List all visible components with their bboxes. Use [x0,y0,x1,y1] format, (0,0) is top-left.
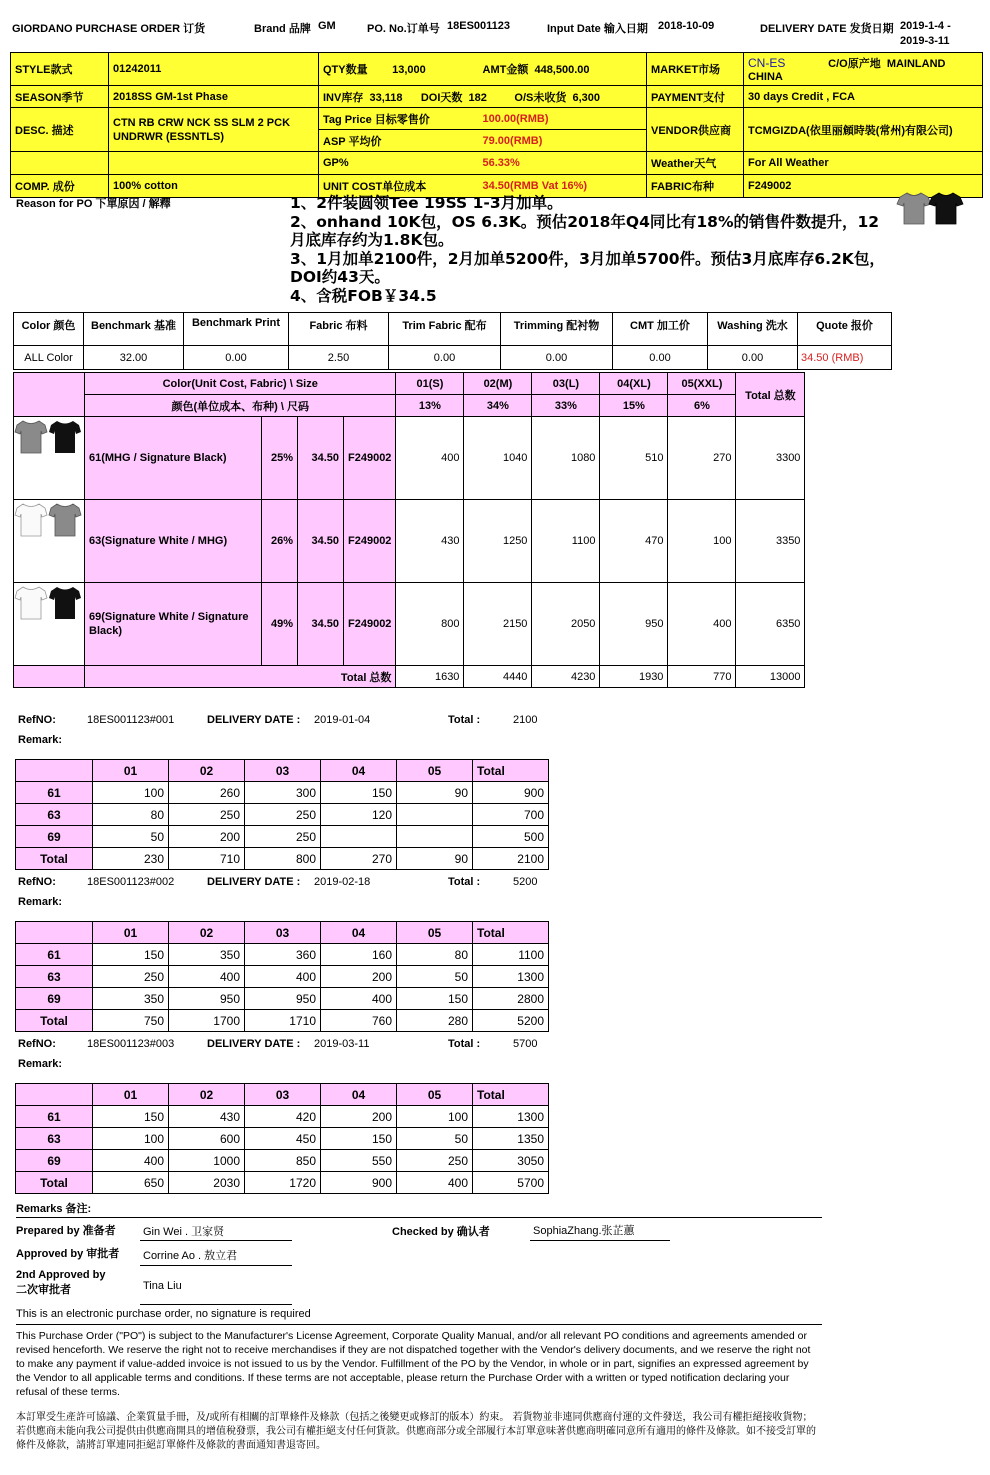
d2-head-02: 02 [169,922,245,944]
color-69-fabric: F249002 [344,583,396,666]
total-qty-l: 4230 [532,666,600,688]
color-63-qty-xl: 470 [600,500,668,583]
d2-63-total: 1300 [473,966,549,988]
d3-69-01: 400 [93,1150,169,1172]
d2-61-02: 350 [169,944,245,966]
asp-label: ASP 平均价 [319,130,479,152]
prepared-by-label: Prepared by 准备者 [16,1225,116,1237]
d1-head-total: Total [473,760,549,782]
size-header-m: 02(M) [464,373,532,395]
bench-header-quote: Quote 报价 [798,313,892,346]
bench-value-cmt: 0.00 [613,346,708,370]
delivery-3-refno-label: RefNO: [18,1038,56,1050]
terms-chinese: 本訂單受生產許可協議、企業質量手冊，及/或所有相關的訂單條件及條款（包括之後變更或修訂的版本）約束。 若貨物並非連同供應商付運的文件發送，我公司有權拒絕接收貨物；若供應商未能向我公司提供由供應商開具的增值稅發票，我公司有權拒絕支付任何貨款。供應商部分或全部履行本訂單意味著供應商明確同意所有適用的條件及條款。如不接受訂單的條件及條款，請將訂單連同拒絕訂單條件及條款的書面通知書退寄回。 [16,1412,816,1451]
total-qty-s: 1630 [396,666,464,688]
d2-head-05: 05 [397,922,473,944]
delivery-3-refno: 18ES001123#003 [87,1038,175,1050]
d3-61-03: 420 [245,1106,321,1128]
inv-label: INV库存 [323,91,364,104]
d2-69-total: 2800 [473,988,549,1010]
d1-total-02: 710 [169,848,245,870]
bench-header-trimming: Trimming 配衬物 [501,313,613,346]
delivery-2-refno-label: RefNO: [18,876,56,888]
gp-value: 56.33% [479,152,647,175]
mhg-black-tshirt-icon [14,417,84,457]
market-label: MARKET市场 [647,53,744,86]
payment-value: 30 days Credit , FCA [744,86,983,108]
d2-61-01: 150 [93,944,169,966]
reason-line-2: 2、onhand 10K包，OS 6.3K。预估2018年Q4同比有18%的销售件数提升，12月底库存约为1.8K包。 [290,212,880,249]
d3-row-69-code: 69 [16,1150,93,1172]
delivery-date-end: 2019-3-11 [900,35,950,47]
reason-line-4: 4、含税FOB￥34.5 [290,286,437,305]
black-tshirt-icon [928,190,964,226]
d2-total-05: 280 [397,1010,473,1032]
input-date-value: 2018-10-09 [658,20,715,32]
unit-cost-label: UNIT COST单位成本 [319,175,479,198]
d1-69-02: 200 [169,826,245,848]
d2-total-01: 750 [93,1010,169,1032]
d3-total-total: 5700 [473,1172,549,1194]
doi-label: DOI天数 [420,91,463,104]
payment-label: PAYMENT支付 [647,86,744,108]
d2-69-05: 150 [397,988,473,1010]
asp-value: 79.00(RMB) [479,130,647,152]
total-qty-m: 4440 [464,666,532,688]
vendor-value: TCMGIZDA(依里丽頠時裝(常州)有限公司) [744,108,983,152]
po-number-label: PO. No.订单号 [367,23,440,35]
d3-63-total: 1350 [473,1128,549,1150]
color-69-qty-s: 800 [396,583,464,666]
d2-head-03: 03 [245,922,321,944]
d1-63-04: 120 [321,804,397,826]
bench-header-color: Color 颜色 [14,313,84,346]
d1-row-total-code: Total [16,848,93,870]
market-value: CN-ES [748,56,786,70]
weather-value: For All Weather [744,152,983,175]
doi-value: 182 [468,91,487,104]
delivery-3-total: 5700 [513,1038,538,1050]
delivery-2-refno: 18ES001123#002 [87,876,175,888]
d3-total-01: 650 [93,1172,169,1194]
d3-63-03: 450 [245,1128,321,1150]
bench-value-color: ALL Color [14,346,84,370]
white-mhg-tshirt-icon [14,500,84,540]
delivery-1-refno-label: RefNO: [18,714,56,726]
d2-total-02: 1700 [169,1010,245,1032]
bench-value-quote: 34.50 (RMB) [798,346,892,370]
checked-by-name: SophiaZhang.张芷蕙 [533,1225,635,1237]
checked-by-label: Checked by 确认者 [392,1226,490,1238]
weather-label: Weather天气 [647,152,744,175]
color-61-total: 3300 [736,417,805,500]
d1-63-01: 80 [93,804,169,826]
d2-63-03: 400 [245,966,321,988]
grey-tshirt-icon [896,190,932,226]
d2-61-total: 1100 [473,944,549,966]
size-header-xl: 04(XL) [600,373,668,395]
d2-63-01: 250 [93,966,169,988]
delivery-2-remark-label: Remark: [18,896,63,908]
d2-head-total: Total [473,922,549,944]
color-61-cost: 34.50 [298,417,344,500]
d1-total-04: 270 [321,848,397,870]
d2-69-03: 950 [245,988,321,1010]
d1-head-02: 02 [169,760,245,782]
d1-61-04: 150 [321,782,397,804]
desc-value: CTN RB CRW NCK SS SLM 2 PCK UNDRWR (ESSNTLS) [109,108,319,152]
amt-label: AMT金额 [482,64,529,76]
os-value: 6,300 [572,91,601,104]
d1-61-01: 100 [93,782,169,804]
checked-signature-line [530,1240,670,1241]
d1-69-total: 500 [473,826,549,848]
prepared-signature-line [140,1240,292,1241]
bench-value-trim-fabric: 0.00 [389,346,501,370]
size-ratio-m: 34% [464,395,532,417]
d3-63-05: 50 [397,1128,473,1150]
d3-head-01: 01 [93,1084,169,1106]
d3-69-03: 850 [245,1150,321,1172]
d1-head-04: 04 [321,760,397,782]
d3-69-04: 550 [321,1150,397,1172]
delivery-1-remark-label: Remark: [18,734,63,746]
comp-label: COMP. 成份 [11,175,109,198]
d3-61-total: 1300 [473,1106,549,1128]
d2-63-05: 50 [397,966,473,988]
d2-row-63-code: 63 [16,966,93,988]
d1-63-03: 250 [245,804,321,826]
color-69-qty-m: 2150 [464,583,532,666]
tag-price-label: Tag Price 目标零售价 [319,108,479,130]
color-63-qty-l: 1100 [532,500,600,583]
d3-row-63-code: 63 [16,1128,93,1150]
d2-head-01: 01 [93,922,169,944]
delivery-1-total: 2100 [513,714,538,726]
prepared-by-name: Gin Wei . 卫家贤 [143,1226,225,1238]
d2-61-05: 80 [397,944,473,966]
approved-by-name: Corrine Ao . 敖立君 [143,1250,238,1262]
d1-head-05: 05 [397,760,473,782]
d3-total-03: 1720 [245,1172,321,1194]
bench-value-benchmark: 32.00 [84,346,184,370]
input-date-label: Input Date 输入日期 [547,23,648,35]
d3-row-total-code: Total [16,1172,93,1194]
d3-61-04: 200 [321,1106,397,1128]
d1-61-total: 900 [473,782,549,804]
tag-price-value: 100.00(RMB) [479,108,647,130]
d2-63-02: 400 [169,966,245,988]
delivery-3-date-label: DELIVERY DATE : [207,1038,301,1050]
co-label: C/O原产地 [828,58,881,70]
total-header: Total 总数 [736,373,805,417]
po-info-table [10,52,983,198]
style-label: STYLE款式 [11,53,109,86]
color-69-qty-xxl: 400 [668,583,736,666]
color-61-qty-xxl: 270 [668,417,736,500]
d3-63-04: 150 [321,1128,397,1150]
d2-61-04: 160 [321,944,397,966]
d3-row-61-code: 61 [16,1106,93,1128]
d3-61-01: 150 [93,1106,169,1128]
d3-63-02: 600 [169,1128,245,1150]
d3-61-02: 430 [169,1106,245,1128]
reason-line-1: 1、2件装圆领Tee 19SS 1-3月加单。 [290,194,563,212]
po-number-value: 18ES001123 [447,20,511,32]
d2-69-04: 400 [321,988,397,1010]
qty-value: 13,000 [392,64,426,76]
d1-69-03: 250 [245,826,321,848]
delivery-3-date: 2019-03-11 [314,1038,370,1050]
d1-61-03: 300 [245,782,321,804]
d2-row-total-code: Total [16,1010,93,1032]
d1-total-total: 2100 [473,848,549,870]
co-value: MAINLAND CHINA [748,58,946,83]
delivery-1-total-label: Total : [448,714,481,726]
d2-61-03: 360 [245,944,321,966]
color-69-qty-l: 2050 [532,583,600,666]
d3-61-05: 100 [397,1106,473,1128]
color-63-qty-s: 430 [396,500,464,583]
colorsize-header-en: Color(Unit Cost, Fabric) \ Size [85,373,396,395]
color-63-cost: 34.50 [298,500,344,583]
vendor-label: VENDOR供应商 [647,108,744,152]
total-qty-xl: 1930 [600,666,668,688]
d3-head-05: 05 [397,1084,473,1106]
bench-value-print: 0.00 [184,346,289,370]
delivery-1-refno: 18ES001123#001 [87,714,175,726]
style-value: 01242011 [109,53,319,86]
color-69-cost: 34.50 [298,583,344,666]
d1-row-69-code: 69 [16,826,93,848]
size-header-l: 03(L) [532,373,600,395]
bench-header-trim-fabric: Trim Fabric 配布 [389,313,501,346]
color-63-qty-xxl: 100 [668,500,736,583]
benchmark-table [13,312,892,370]
white-black-tshirt-icon [14,583,84,623]
d1-row-63-code: 63 [16,804,93,826]
colorsize-total-label: Total 总数 [85,666,396,688]
po-title: GIORDANO PURCHASE ORDER 订货 [12,23,206,35]
d1-63-total: 700 [473,804,549,826]
color-61-qty-l: 1080 [532,417,600,500]
comp-value: 100% cotton [109,175,319,198]
d2-head-04: 04 [321,922,397,944]
os-label: O/S未收货 [514,91,567,104]
color-61-qty-m: 1040 [464,417,532,500]
remarks-label: Remarks 备注: [16,1203,92,1215]
d2-total-04: 760 [321,1010,397,1032]
size-header-s: 01(S) [396,373,464,395]
electronic-note: This is an electronic purchase order, no signature is required [16,1308,311,1320]
color-63-name: 63(Signature White / MHG) [85,500,262,583]
delivery-1-table [15,759,549,870]
reason-text [290,194,890,305]
second-approved-name: Tina Liu [143,1280,182,1292]
bench-header-cmt: CMT 加工价 [613,313,708,346]
fabric-value: F249002 [744,175,983,198]
bench-header-benchmark: Benchmark 基准 [84,313,184,346]
reason-label: Reason for PO 下單原因 / 解釋 [16,198,171,210]
size-header-xxl: 05(XXL) [668,373,736,395]
color-69-total: 6350 [736,583,805,666]
d1-total-01: 230 [93,848,169,870]
d2-63-04: 200 [321,966,397,988]
bench-header-fabric: Fabric 布料 [289,313,389,346]
bench-header-washing: Washing 洗水 [708,313,798,346]
second-approved-label-cn: 二次审批者 [16,1284,71,1296]
d3-head-total: Total [473,1084,549,1106]
qty-label: QTY数量 [323,64,368,76]
d1-61-05: 90 [397,782,473,804]
d3-69-05: 250 [397,1150,473,1172]
delivery-2-total: 5200 [513,876,538,888]
fabric-label: FABRIC布种 [647,175,744,198]
d1-69-05 [397,826,473,848]
color-size-table [13,372,805,688]
delivery-2-table [15,921,549,1032]
reason-line-3: 3、1月加单2100件，2月加单5200件，3月加单5700件。预估3月底库存6.2K包，DOI约43天。 [290,249,885,286]
delivery-1-date: 2019-01-04 [314,714,371,726]
color-69-qty-xl: 950 [600,583,668,666]
brand-label: Brand 品牌 [254,23,311,35]
d3-63-01: 100 [93,1128,169,1150]
d3-total-05: 400 [397,1172,473,1194]
color-69-name: 69(Signature White / Signature Black) [85,583,262,666]
color-61-thumbnail [14,417,85,500]
bench-value-fabric: 2.50 [289,346,389,370]
d1-head-03: 03 [245,760,321,782]
d2-row-61-code: 61 [16,944,93,966]
d3-head-04: 04 [321,1084,397,1106]
unit-cost-value: 34.50(RMB Vat 16%) [479,175,647,198]
delivery-1-date-label: DELIVERY DATE : [207,714,301,726]
color-61-qty-s: 400 [396,417,464,500]
season-label: SEASON季节 [11,86,109,108]
delivery-3-remark-label: Remark: [18,1058,63,1070]
size-ratio-s: 13% [396,395,464,417]
inv-value: 33,118 [369,91,403,104]
grand-total: 13000 [736,666,805,688]
delivery-2-total-label: Total : [448,876,481,888]
colorsize-header-cn: 颜色(单位成本、布种) \ 尺码 [85,395,396,417]
bench-value-washing: 0.00 [708,346,798,370]
d1-69-01: 50 [93,826,169,848]
gp-label: GP% [319,152,479,175]
bench-header-print: Benchmark Print [184,313,289,346]
color-69-pct: 49% [262,583,298,666]
d1-63-02: 250 [169,804,245,826]
d2-69-01: 350 [93,988,169,1010]
d3-head-03: 03 [245,1084,321,1106]
delivery-2-date: 2019-02-18 [314,876,371,888]
approved-signature-line [140,1265,292,1266]
d1-row-61-code: 61 [16,782,93,804]
amt-value: 448,500.00 [534,64,590,76]
d3-total-04: 900 [321,1172,397,1194]
color-61-fabric: F249002 [344,417,396,500]
d3-head-02: 02 [169,1084,245,1106]
size-ratio-xxl: 6% [668,395,736,417]
d3-total-02: 2030 [169,1172,245,1194]
remarks-divider [16,1217,822,1218]
d2-row-69-code: 69 [16,988,93,1010]
delivery-date-label: DELIVERY DATE 发货日期 [760,23,894,35]
bench-value-trimming: 0.00 [501,346,613,370]
d1-63-05 [397,804,473,826]
second-approved-signature-line [140,1304,292,1305]
season-value: 2018SS GM-1st Phase [109,86,319,108]
color-63-pct: 26% [262,500,298,583]
d3-69-total: 3050 [473,1150,549,1172]
total-qty-xxl: 770 [668,666,736,688]
color-61-pct: 25% [262,417,298,500]
delivery-2-date-label: DELIVERY DATE : [207,876,301,888]
color-63-total: 3350 [736,500,805,583]
delivery-3-table [15,1083,549,1194]
d2-69-02: 950 [169,988,245,1010]
size-ratio-xl: 15% [600,395,668,417]
color-63-qty-m: 1250 [464,500,532,583]
d3-69-02: 1000 [169,1150,245,1172]
color-61-name: 61(MHG / Signature Black) [85,417,262,500]
d1-69-04 [321,826,397,848]
color-63-thumbnail [14,500,85,583]
d1-total-05: 90 [397,848,473,870]
terms-english: This Purchase Order ("PO") is subject to the Manufacturer's License Agreement, Corporate Quality Manual, and/or all relevant PO conditions and agreements amended or revised henceforth. We reserve the right not to receive merchandises if they are not dispatched together with the Vendor's delivery documents, and we reserve the right not to make any payment if value-added invoice is not issued to us by the Vendor. Fulfillment of the PO by the Vendor, in whole or in part, signifies an expressed agreement by the Vendor to all applicable terms and conditions. If these terms are not acceptable, please return the Purchase Order with a written or typed notification declaring your refusal of these terms. [16,1330,811,1398]
terms-divider [16,1324,822,1325]
approved-by-label: Approved by 审批者 [16,1248,120,1260]
d2-total-03: 1710 [245,1010,321,1032]
brand-value: GM [318,20,336,32]
second-approved-label-en: 2nd Approved by [16,1269,106,1281]
delivery-3-total-label: Total : [448,1038,481,1050]
color-61-qty-xl: 510 [600,417,668,500]
d1-head-01: 01 [93,760,169,782]
color-69-thumbnail [14,583,85,666]
d1-total-03: 800 [245,848,321,870]
delivery-date-start: 2019-1-4 - [900,20,951,32]
d2-total-total: 5200 [473,1010,549,1032]
size-ratio-l: 33% [532,395,600,417]
d1-61-02: 260 [169,782,245,804]
color-63-fabric: F249002 [344,500,396,583]
desc-label: DESC. 描述 [11,108,109,152]
